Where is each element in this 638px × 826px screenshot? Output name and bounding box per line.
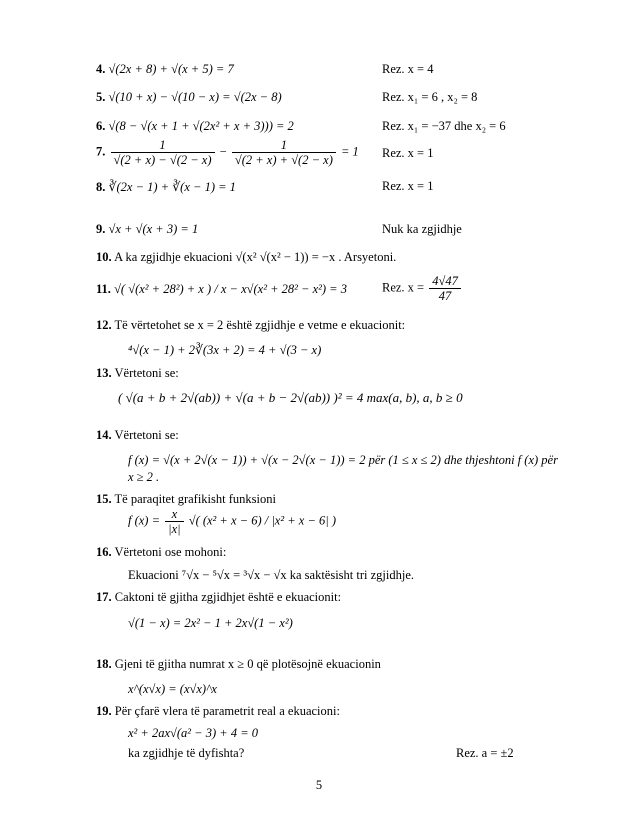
problem-9 bbox=[96, 222, 198, 237]
problem-number: 17. bbox=[96, 590, 112, 604]
fraction: $\frac{4√47}{47}$ bbox=[429, 274, 461, 303]
problem-number: 12. bbox=[96, 318, 112, 332]
problem-number: 9. bbox=[96, 222, 106, 236]
equation: √x + √(x + 3) = 1 bbox=[108, 222, 199, 236]
problem-14 bbox=[96, 428, 179, 443]
problem-15 bbox=[96, 492, 276, 507]
problem-5 bbox=[96, 90, 282, 105]
problem-number: 15. bbox=[96, 492, 112, 506]
answer: Nuk ka zgjidhje bbox=[382, 222, 462, 236]
page-number: 5 bbox=[315, 778, 323, 792]
equation: √( √(x² + 28²) + x ) / x − x√(x² + 28² − x²) = 3 bbox=[114, 282, 347, 296]
problem-18 bbox=[96, 657, 381, 672]
equation: √(8 − √(x + 1 + √(2x² + x + 3))) = 2 bbox=[108, 119, 294, 133]
problem-number: 8. bbox=[96, 180, 106, 194]
problem-17 bbox=[96, 590, 341, 605]
problem-number: 16. bbox=[96, 545, 112, 559]
problem-text: Caktoni të gjitha zgjidhjet është e ekuacionit: bbox=[114, 590, 342, 604]
problem-text: Vërtetoni se: bbox=[114, 428, 179, 442]
equation: x² + 2ax√(a² − 3) + 4 = 0 bbox=[128, 726, 259, 740]
answer: Rez. x₁ = 6 , x₂ = 8 bbox=[382, 90, 478, 104]
equation: √(10 + x) − √(10 − x) = √(2x − 8) bbox=[108, 90, 282, 104]
fraction: $\frac{1}{√(2 + x) - √(2 - x)}$ bbox=[111, 138, 215, 167]
problem-text: Të vërtetohet se x = 2 është zgjidhje e vetme e ekuacionit: bbox=[114, 318, 406, 332]
problem-number: 11. bbox=[96, 282, 111, 296]
problem-text: Gjeni të gjitha numrat x ≥ 0 që plotësojnë ekuacionin bbox=[114, 657, 381, 671]
problem-text: Vërtetoni se: bbox=[114, 366, 179, 380]
problem-number: 19. bbox=[96, 704, 112, 718]
equation: ⁴√(x − 1) + 2∛(3x + 2) = 4 + √(3 − x) bbox=[128, 343, 322, 357]
equation: ( √(a + b + 2√(ab)) + √(a + b − 2√(ab)) )² = 4 max(a, b), a, b ≥ 0 bbox=[118, 390, 463, 405]
problem-7: 7. $\frac{1}{√(2 + x) - √(2 - x)}$ − $\frac{1}{√(2 + x) + √(2 - x)}$ = 1 bbox=[96, 138, 359, 167]
problem-text: Për çfarë vlera të parametrit real a ekuacioni: bbox=[114, 704, 340, 718]
problem-12 bbox=[96, 318, 405, 333]
equation: √(1 − x) = 2x² − 1 + 2x√(1 − x²) bbox=[128, 616, 293, 630]
equation: Ekuacioni ⁷√x − ⁵√x = ³√x − √x ka saktësisht tri zgjidhje. bbox=[128, 568, 415, 582]
problem-number: 5. bbox=[96, 90, 106, 104]
problem-number: 4. bbox=[96, 62, 106, 76]
fraction: $\frac{1}{√(2 + x) + √(2 - x)}$ bbox=[232, 138, 336, 167]
problem-number: 10. bbox=[96, 250, 112, 264]
problem-4 bbox=[96, 62, 234, 77]
problem-number: 14. bbox=[96, 428, 112, 442]
problem-text: A ka zgjidhje ekuacioni √(x² √(x² − 1)) = −x . Arsyetoni. bbox=[114, 250, 397, 264]
problem-13 bbox=[96, 366, 179, 381]
problem-11 bbox=[96, 282, 347, 297]
problem-6 bbox=[96, 119, 294, 134]
question-text: ka zgjidhje të dyfishta? bbox=[128, 746, 245, 760]
problem-text: Të paraqitet grafikisht funksioni bbox=[114, 492, 276, 506]
equation: ∛(2x − 1) + ∛(x − 1) = 1 bbox=[108, 180, 236, 194]
problem-16 bbox=[96, 545, 226, 560]
problem-19 bbox=[96, 704, 340, 719]
answer: Rez. x₁ = −37 dhe x₂ = 6 bbox=[382, 119, 506, 133]
equation: f (x) = √(x + 2√(x − 1)) + √(x − 2√(x − 1)) = 2 për (1 ≤ x ≤ 2) dhe thjeshtoni f (x) për bbox=[128, 453, 558, 467]
equation: x^(x√x) = (x√x)^x bbox=[128, 682, 217, 696]
problem-8 bbox=[96, 179, 236, 195]
problem-number: 6. bbox=[96, 119, 106, 133]
function-definition: f (x) = $\frac{x}{|x|}$ √( (x² + x − 6) / |x² + x − 6| ) bbox=[128, 507, 336, 536]
equation-continued: x ≥ 2 . bbox=[128, 470, 160, 484]
problem-number: 7. bbox=[96, 144, 106, 159]
problem-number: 18. bbox=[96, 657, 112, 671]
problem-10 bbox=[96, 250, 396, 265]
answer: Rez. a = ±2 bbox=[456, 746, 514, 760]
problem-number: 13. bbox=[96, 366, 112, 380]
answer: Rez. x = 1 bbox=[382, 179, 434, 193]
problem-text: Vërtetoni ose mohoni: bbox=[114, 545, 227, 559]
fraction: $\frac{x}{|x|}$ bbox=[165, 507, 183, 536]
answer: Rez. x = 4 bbox=[382, 62, 434, 76]
answer: Rez. x = 1 bbox=[382, 146, 434, 160]
equation: √(2x + 8) + √(x + 5) = 7 bbox=[108, 62, 234, 76]
answer: Rez. x = $\frac{4√47}{47}$ bbox=[382, 274, 463, 303]
